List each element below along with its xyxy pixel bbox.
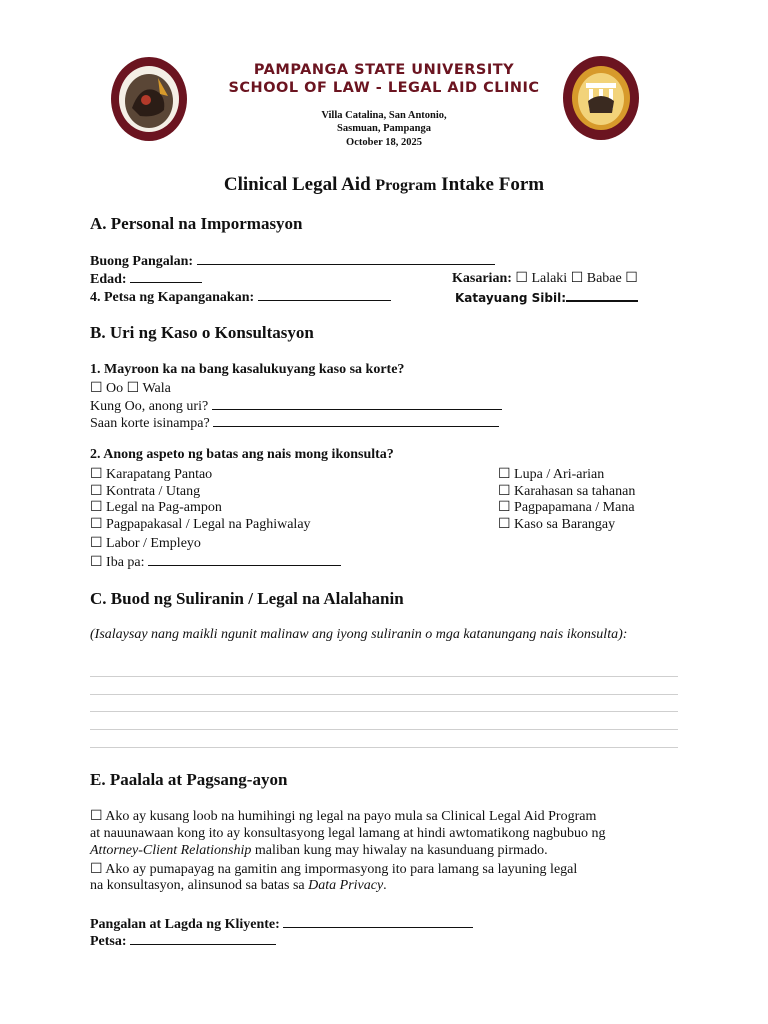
section-b-heading: B. Uri ng Kaso o Konsultasyon	[90, 323, 314, 342]
school-name: SCHOOL OF LAW - LEGAL AID CLINIC	[228, 80, 540, 96]
section-e-heading: E. Paalala at Pagsang-ayon	[90, 770, 288, 789]
university-name: PAMPANGA STATE UNIVERSITY	[253, 62, 515, 78]
consent-text: at nauunawaan kong ito ay konsultasyong legal lamang at hindi awtomatikong nagbubuo ng	[90, 826, 606, 841]
question-1: 1. Mayroon ka na bang kasalukuyang kaso sa korte?	[90, 362, 405, 377]
writing-line[interactable]	[90, 747, 678, 748]
document-date: October 18, 2025	[346, 137, 422, 148]
court-row: Saan korte isinampa?	[90, 414, 499, 432]
civil-status-row: Katayuang Sibil:	[455, 288, 638, 307]
signature-row: Pangalan at Lagda ng Kliyente:	[90, 915, 473, 933]
address-line-1: Villa Catalina, San Antonio,	[321, 110, 447, 121]
sex-row: Kasarian: ☐ Lalaki ☐ Babae ☐	[452, 271, 638, 286]
court-field[interactable]	[213, 414, 499, 427]
birthdate-row: 4. Petsa ng Kapanganakan:	[90, 288, 391, 306]
birthdate-field[interactable]	[258, 288, 391, 301]
civil-status-field[interactable]	[566, 288, 638, 302]
date-row: Petsa:	[90, 932, 276, 950]
writing-line[interactable]	[90, 711, 678, 712]
consent-checkbox-1[interactable]: ☐ Ako ay kusang loob na humihingi ng legal na payo mula sa Clinical Legal Aid Program	[90, 809, 597, 824]
question-2: 2. Anong aspeto ng batas ang nais mong ikonsulta?	[90, 447, 394, 462]
full-name-row: Buong Pangalan:	[90, 252, 495, 270]
address-line-2: Sasmuan, Pampanga	[337, 123, 431, 134]
consent-text: Attorney-Client Relationship maliban kung may hiwalay na kasunduang pirmado.	[90, 843, 548, 858]
full-name-field[interactable]	[197, 252, 495, 265]
consent-text: na konsultasyon, alinsunod sa batas sa Data Privacy.	[90, 878, 387, 893]
law-option-checkbox[interactable]: ☐ Lupa / Ari-arian	[498, 467, 605, 482]
law-option-checkbox[interactable]: ☐ Kontrata / Utang	[90, 484, 201, 499]
section-a-heading: A. Personal na Impormasyon	[90, 214, 303, 233]
signature-field[interactable]	[283, 915, 473, 928]
age-field[interactable]	[130, 270, 202, 283]
law-option-checkbox[interactable]: ☐ Labor / Empleyo	[90, 536, 201, 551]
section-c-instruction: (Isalaysay nang maikli ngunit malinaw ang iyong suliranin o mga katanungang nais ikonsulta):	[90, 627, 628, 642]
case-type-row: Kung Oo, anong uri?	[90, 397, 502, 415]
other-option-checkbox[interactable]: ☐ Iba pa:	[90, 555, 145, 570]
law-option-checkbox[interactable]: ☐ Pagpapamana / Mana	[498, 500, 635, 515]
law-option-checkbox[interactable]: ☐ Karapatang Pantao	[90, 467, 213, 482]
other-option-row	[90, 553, 341, 571]
writing-line[interactable]	[90, 676, 678, 677]
form-title: Clinical Legal Aid Program Intake Form	[223, 174, 545, 195]
law-option-checkbox[interactable]: ☐ Pagpapakasal / Legal na Paghiwalay	[90, 517, 311, 532]
section-c-heading: C. Buod ng Suliranin / Legal na Alalahanin	[90, 589, 404, 608]
consent-checkbox-2[interactable]: ☐ Ako ay pumapayag na gamitin ang impormasyong ito para lamang sa layuning legal	[90, 862, 578, 877]
age-row: Edad:	[90, 270, 202, 288]
other-option-field[interactable]	[148, 553, 341, 566]
writing-line[interactable]	[90, 694, 678, 695]
case-exists-checkboxes[interactable]: ☐ Oo ☐ Wala	[90, 381, 171, 396]
law-option-checkbox[interactable]: ☐ Karahasan sa tahanan	[498, 484, 636, 499]
law-option-checkbox[interactable]: ☐ Kaso sa Barangay	[498, 517, 616, 532]
date-field[interactable]	[130, 932, 276, 945]
sex-checkboxes[interactable]: ☐ Lalaki ☐ Babae ☐	[515, 271, 638, 286]
law-option-checkbox[interactable]: ☐ Legal na Pag-ampon	[90, 500, 222, 515]
writing-line[interactable]	[90, 729, 678, 730]
case-type-field[interactable]	[212, 397, 502, 410]
